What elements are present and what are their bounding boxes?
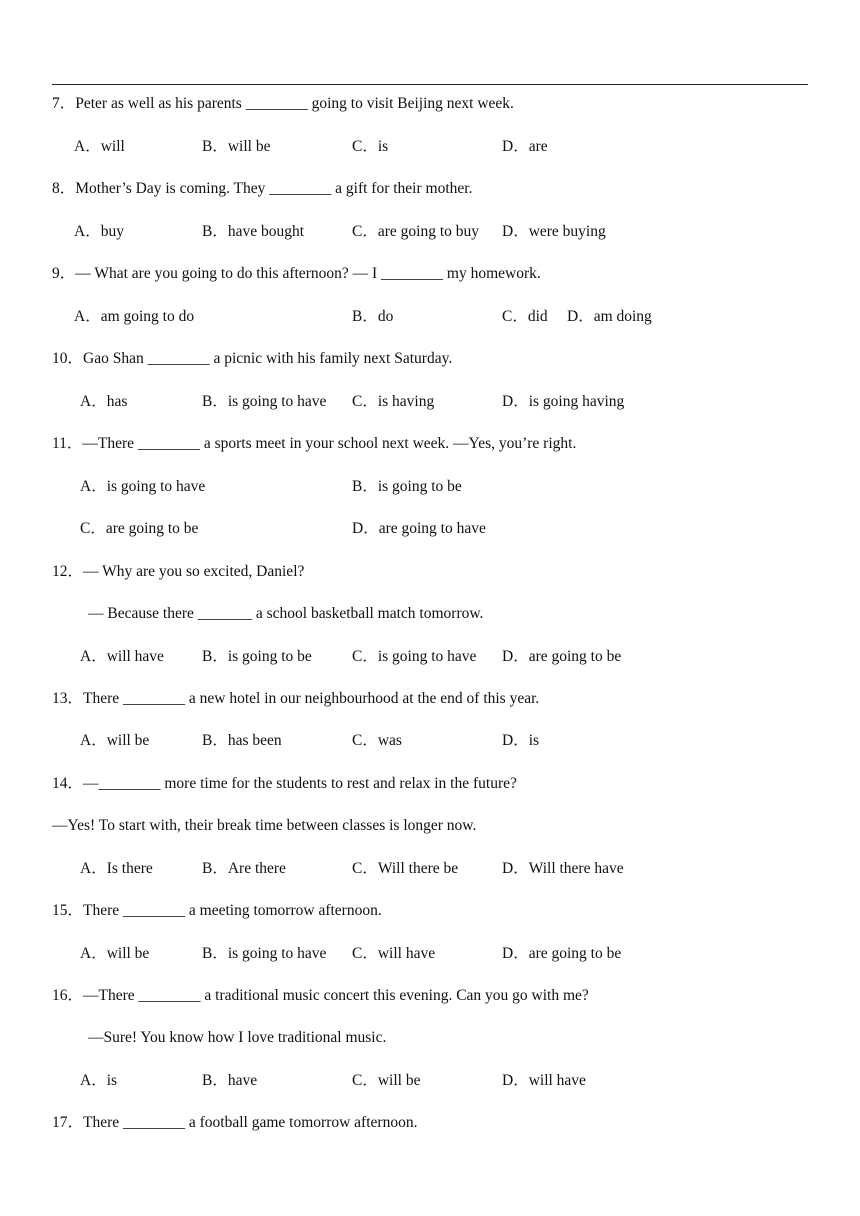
question-13-stem: 13．There ________ a new hotel in our neighbourhood at the end of this year.	[52, 690, 540, 707]
question-14-stem: 14．—________ more time for the students to rest and relax in the future?	[52, 775, 517, 792]
question-14-option-d[interactable]: D．Will there have	[502, 860, 624, 877]
question-15-option-c[interactable]: C．will have	[352, 945, 436, 962]
question-16-option-c[interactable]: C．will be	[352, 1072, 421, 1089]
question-11-stem: 11．—There ________ a sports meet in your school next week. —Yes, you’re right.	[52, 435, 577, 452]
question-16-option-d[interactable]: D．will have	[502, 1072, 586, 1089]
question-9-option-c[interactable]: C．did	[502, 308, 548, 325]
question-14-option-b[interactable]: B．Are there	[202, 860, 286, 877]
question-10-option-a[interactable]: A．has	[80, 393, 128, 410]
question-15-option-d[interactable]: D．are going to be	[502, 945, 622, 962]
question-12-option-d[interactable]: D．are going to be	[502, 648, 622, 665]
question-15-option-b[interactable]: B．is going to have	[202, 945, 327, 962]
question-11-option-a[interactable]: A．is going to have	[80, 478, 206, 495]
question-9-option-a[interactable]: A．am going to do	[74, 308, 195, 325]
question-10-option-b[interactable]: B．is going to have	[202, 393, 327, 410]
question-10-option-c[interactable]: C．is having	[352, 393, 435, 410]
question-16-option-a[interactable]: A．is	[80, 1072, 118, 1089]
question-9-option-d[interactable]: D．am doing	[567, 308, 652, 325]
question-8-option-c[interactable]: C．are going to buy	[352, 223, 479, 240]
question-11-option-c[interactable]: C．are going to be	[80, 520, 199, 537]
question-12-stem-reply: — Because there _______ a school basketball match tomorrow.	[88, 605, 484, 622]
question-7-option-d[interactable]: D．are	[502, 138, 548, 155]
question-14-stem-reply: —Yes! To start with, their break time between classes is longer now.	[52, 817, 477, 834]
question-15-stem: 15．There ________ a meeting tomorrow afternoon.	[52, 902, 382, 919]
question-9-option-b[interactable]: B．do	[352, 308, 394, 325]
question-13-option-b[interactable]: B．has been	[202, 732, 282, 749]
header-rule	[52, 84, 808, 85]
question-14-option-c[interactable]: C．Will there be	[352, 860, 459, 877]
question-11-option-d[interactable]: D．are going to have	[352, 520, 486, 537]
question-10-stem: 10．Gao Shan ________ a picnic with his family next Saturday.	[52, 350, 453, 367]
question-12-option-a[interactable]: A．will have	[80, 648, 164, 665]
question-16-option-b[interactable]: B．have	[202, 1072, 258, 1089]
question-16-stem: 16．—There ________ a traditional music concert this evening. Can you go with me?	[52, 987, 589, 1004]
question-7-option-b[interactable]: B．will be	[202, 138, 271, 155]
question-10-option-d[interactable]: D．is going having	[502, 393, 625, 410]
question-8-option-b[interactable]: B．have bought	[202, 223, 305, 240]
question-8-stem: 8．Mother’s Day is coming. They ________ a gift for their mother.	[52, 180, 473, 197]
question-12-option-b[interactable]: B．is going to be	[202, 648, 312, 665]
question-12-option-c[interactable]: C．is going to have	[352, 648, 477, 665]
question-17-stem: 17．There ________ a football game tomorrow afternoon.	[52, 1114, 418, 1131]
question-13-option-a[interactable]: A．will be	[80, 732, 150, 749]
question-7-option-c[interactable]: C．is	[352, 138, 389, 155]
question-8-option-d[interactable]: D．were buying	[502, 223, 606, 240]
question-15-option-a[interactable]: A．will be	[80, 945, 150, 962]
question-13-option-c[interactable]: C．was	[352, 732, 402, 749]
question-9-stem: 9．— What are you going to do this afternoon? — I ________ my homework.	[52, 265, 541, 282]
question-7-option-a[interactable]: A．will	[74, 138, 125, 155]
question-7-stem: 7．Peter as well as his parents ________ going to visit Beijing next week.	[52, 95, 514, 112]
question-16-stem-reply: —Sure! You know how I love traditional music.	[88, 1029, 387, 1046]
question-13-option-d[interactable]: D．is	[502, 732, 540, 749]
question-12-stem: 12．— Why are you so excited, Daniel?	[52, 563, 305, 580]
question-11-option-b[interactable]: B．is going to be	[352, 478, 462, 495]
question-8-option-a[interactable]: A．buy	[74, 223, 124, 240]
question-14-option-a[interactable]: A．Is there	[80, 860, 153, 877]
